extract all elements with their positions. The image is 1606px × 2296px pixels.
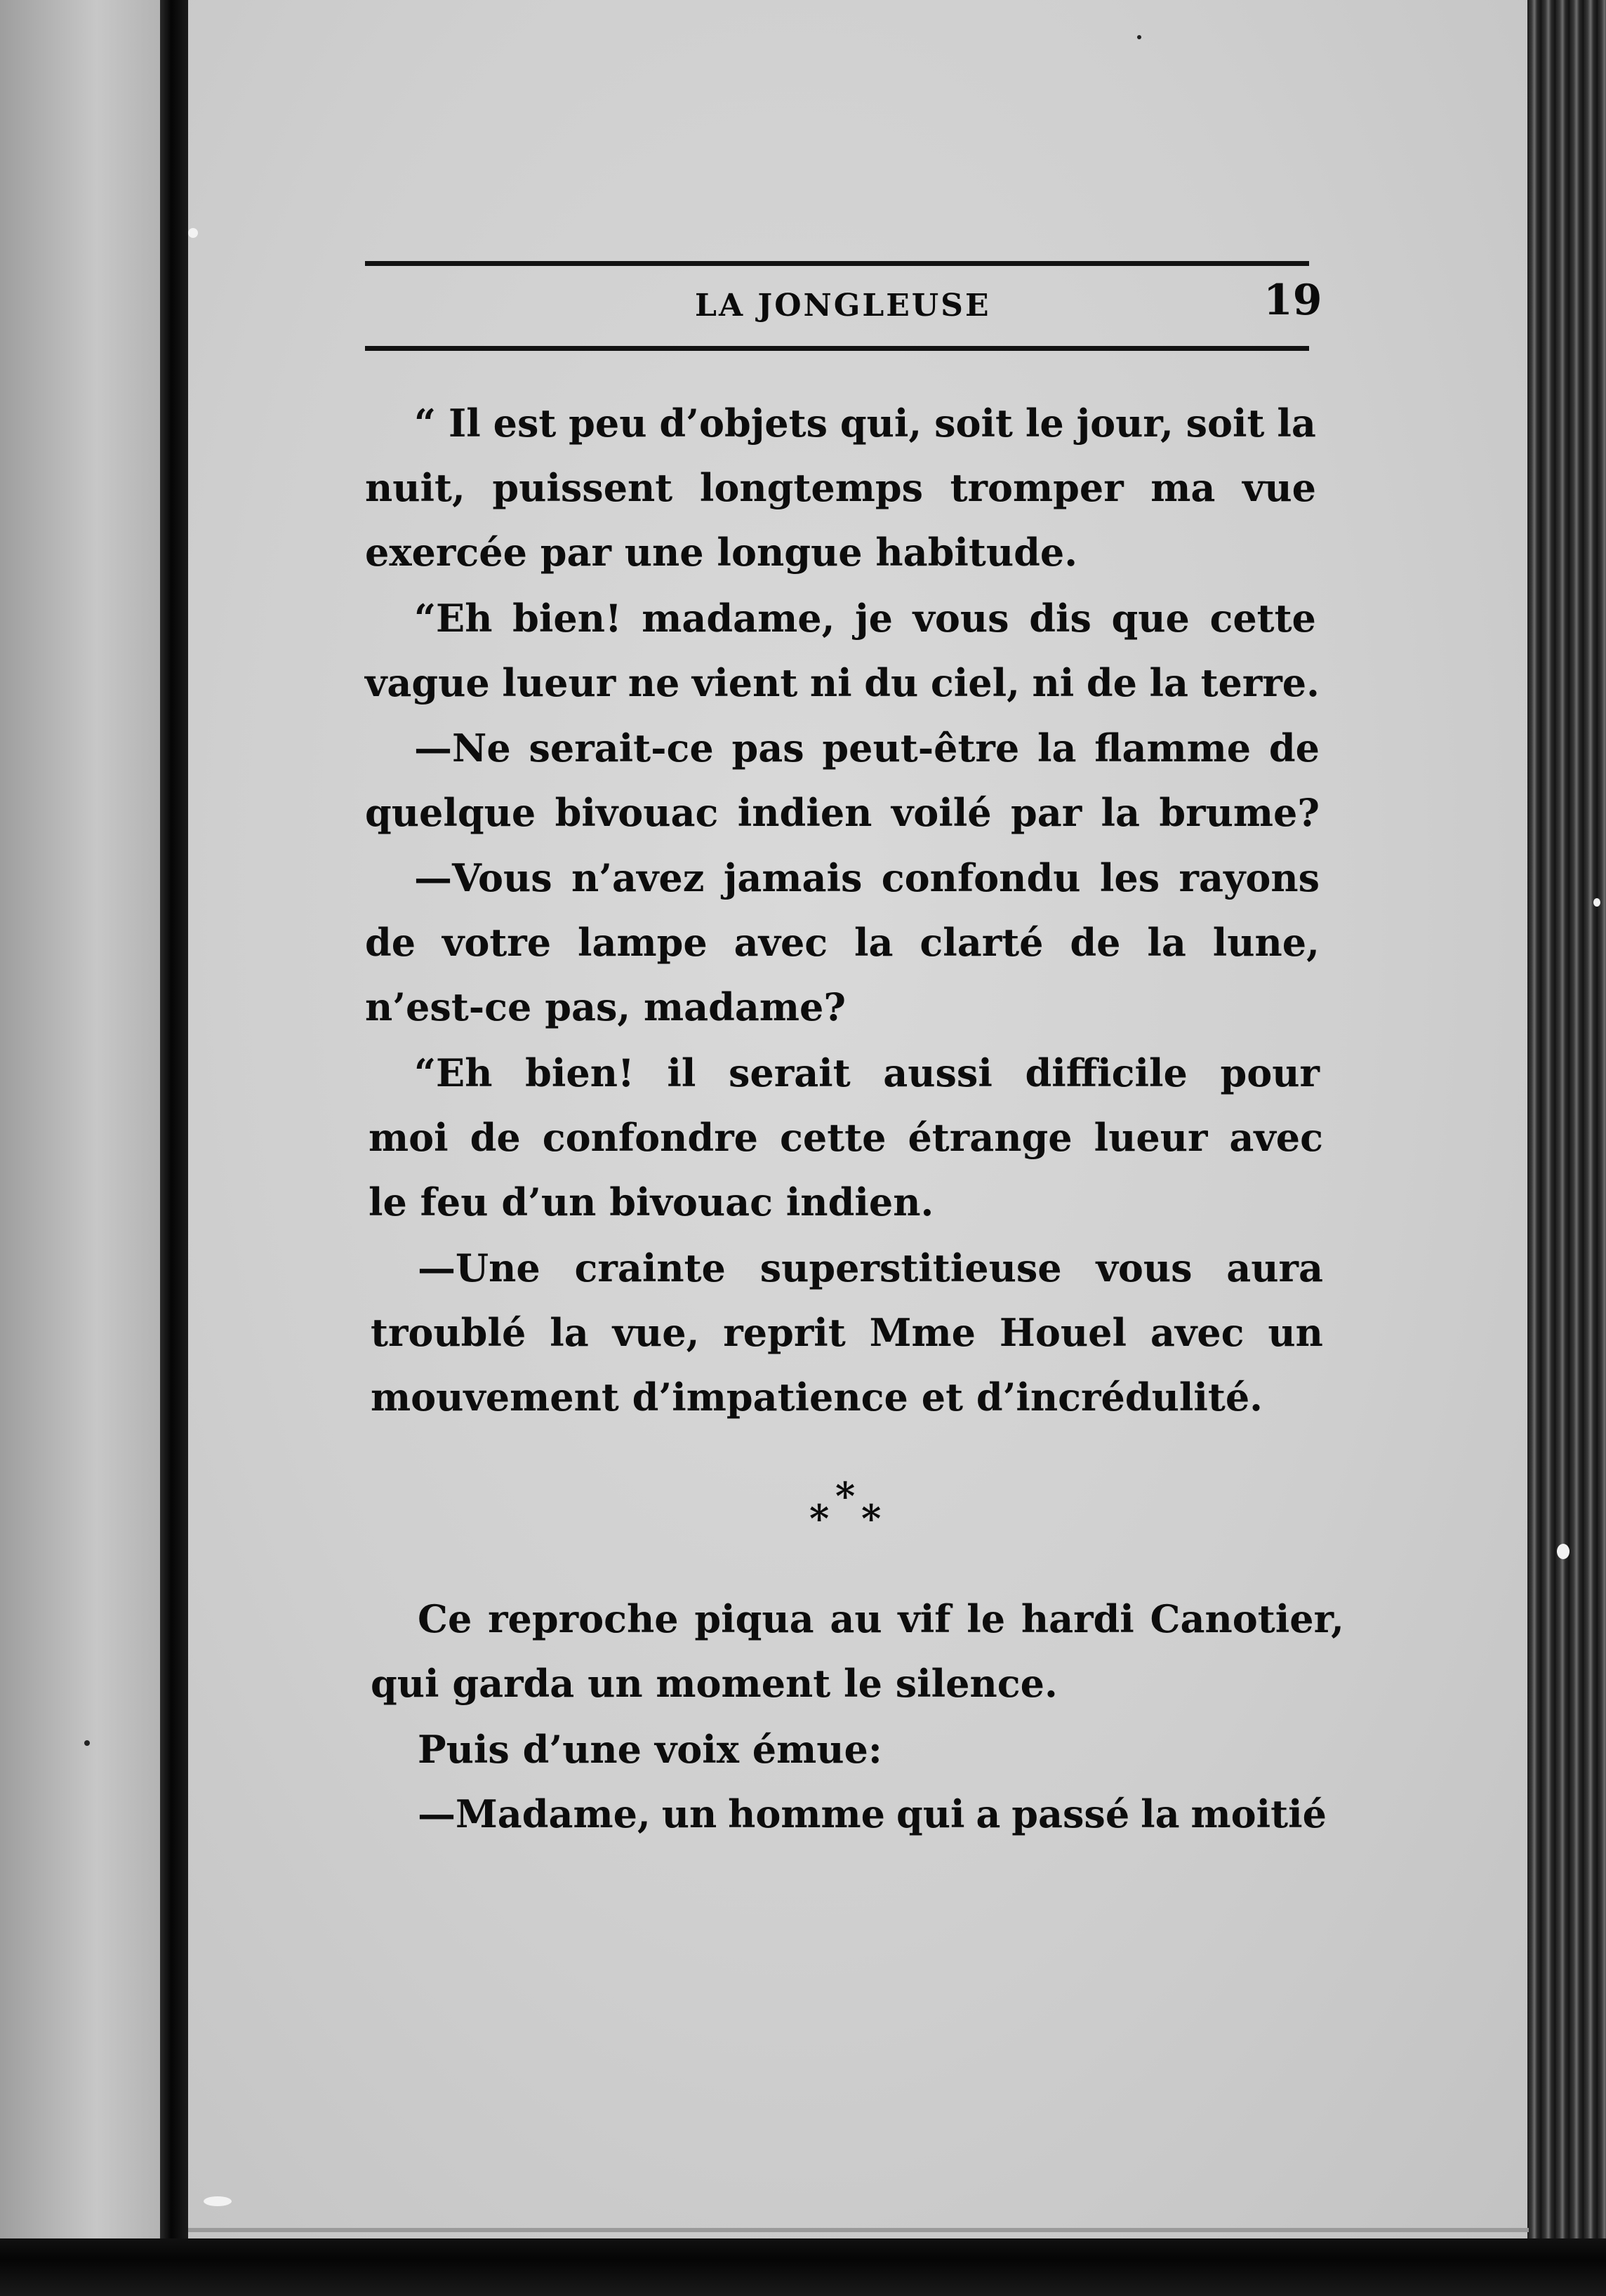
scan-speck bbox=[1137, 35, 1141, 39]
asterism-star: * bbox=[809, 1496, 830, 1541]
scan-speck bbox=[1557, 1544, 1569, 1559]
header-rule-bottom bbox=[365, 346, 1309, 351]
section-break-asterism bbox=[804, 1474, 895, 1541]
text-line: nuit, puissent longtemps tromper ma vue bbox=[365, 465, 1316, 510]
book-gutter bbox=[160, 0, 188, 2296]
header-rule-top bbox=[365, 261, 1309, 266]
scan-speck bbox=[1593, 898, 1600, 907]
scan-bottom-border bbox=[0, 2238, 1606, 2296]
page-bottom-edge bbox=[188, 2228, 1529, 2232]
text-line: “Eh bien! madame, je vous dis que cette bbox=[414, 596, 1316, 641]
text-line: vague lueur ne vient ni du ciel, ni de la terre. bbox=[365, 660, 1320, 705]
scan-speck bbox=[188, 228, 198, 238]
text-line: —Une crainte superstitieuse vous aura bbox=[418, 1246, 1323, 1290]
text-line: —Vous n’avez jamais confondu les rayons bbox=[414, 855, 1320, 900]
text-line: exercée par une longue habitude. bbox=[365, 530, 1078, 575]
page-number: 19 bbox=[1263, 276, 1322, 325]
text-line: Puis d’une voix émue: bbox=[418, 1727, 882, 1772]
text-line: mouvement d’impatience et d’incrédulité. bbox=[371, 1375, 1263, 1420]
scan-speck bbox=[204, 2196, 232, 2206]
text-line: “Eh bien! il serait aussi difficile pour bbox=[414, 1050, 1320, 1095]
text-line: qui garda un moment le silence. bbox=[371, 1661, 1058, 1706]
text-line: Ce reproche piqua au vif le hardi Canotier, bbox=[418, 1596, 1344, 1641]
text-line: —Madame, un homme qui a passé la moitié bbox=[418, 1791, 1327, 1836]
asterism-star: * bbox=[861, 1496, 882, 1541]
scan-speck bbox=[84, 1740, 90, 1746]
facing-page-margin bbox=[0, 0, 161, 2296]
text-line: de votre lampe avec la clarté de la lune, bbox=[365, 920, 1320, 965]
text-line: le feu d’un bivouac indien. bbox=[369, 1180, 934, 1224]
text-line: —Ne serait-ce pas peut-être la flamme de bbox=[414, 726, 1320, 770]
text-line: n’est-ce pas, madame? bbox=[365, 985, 846, 1029]
text-line: “ Il est peu d’objets qui, soit le jour, soit la bbox=[414, 401, 1316, 446]
page-edges bbox=[1527, 0, 1606, 2296]
text-line: troublé la vue, reprit Mme Houel avec un bbox=[371, 1310, 1323, 1355]
running-title: LA JONGLEUSE bbox=[695, 288, 991, 323]
asterism-star: * bbox=[835, 1474, 856, 1519]
text-line: quelque bivouac indien voilé par la brume? bbox=[365, 790, 1320, 835]
text-line: moi de confondre cette étrange lueur avec bbox=[369, 1115, 1323, 1160]
